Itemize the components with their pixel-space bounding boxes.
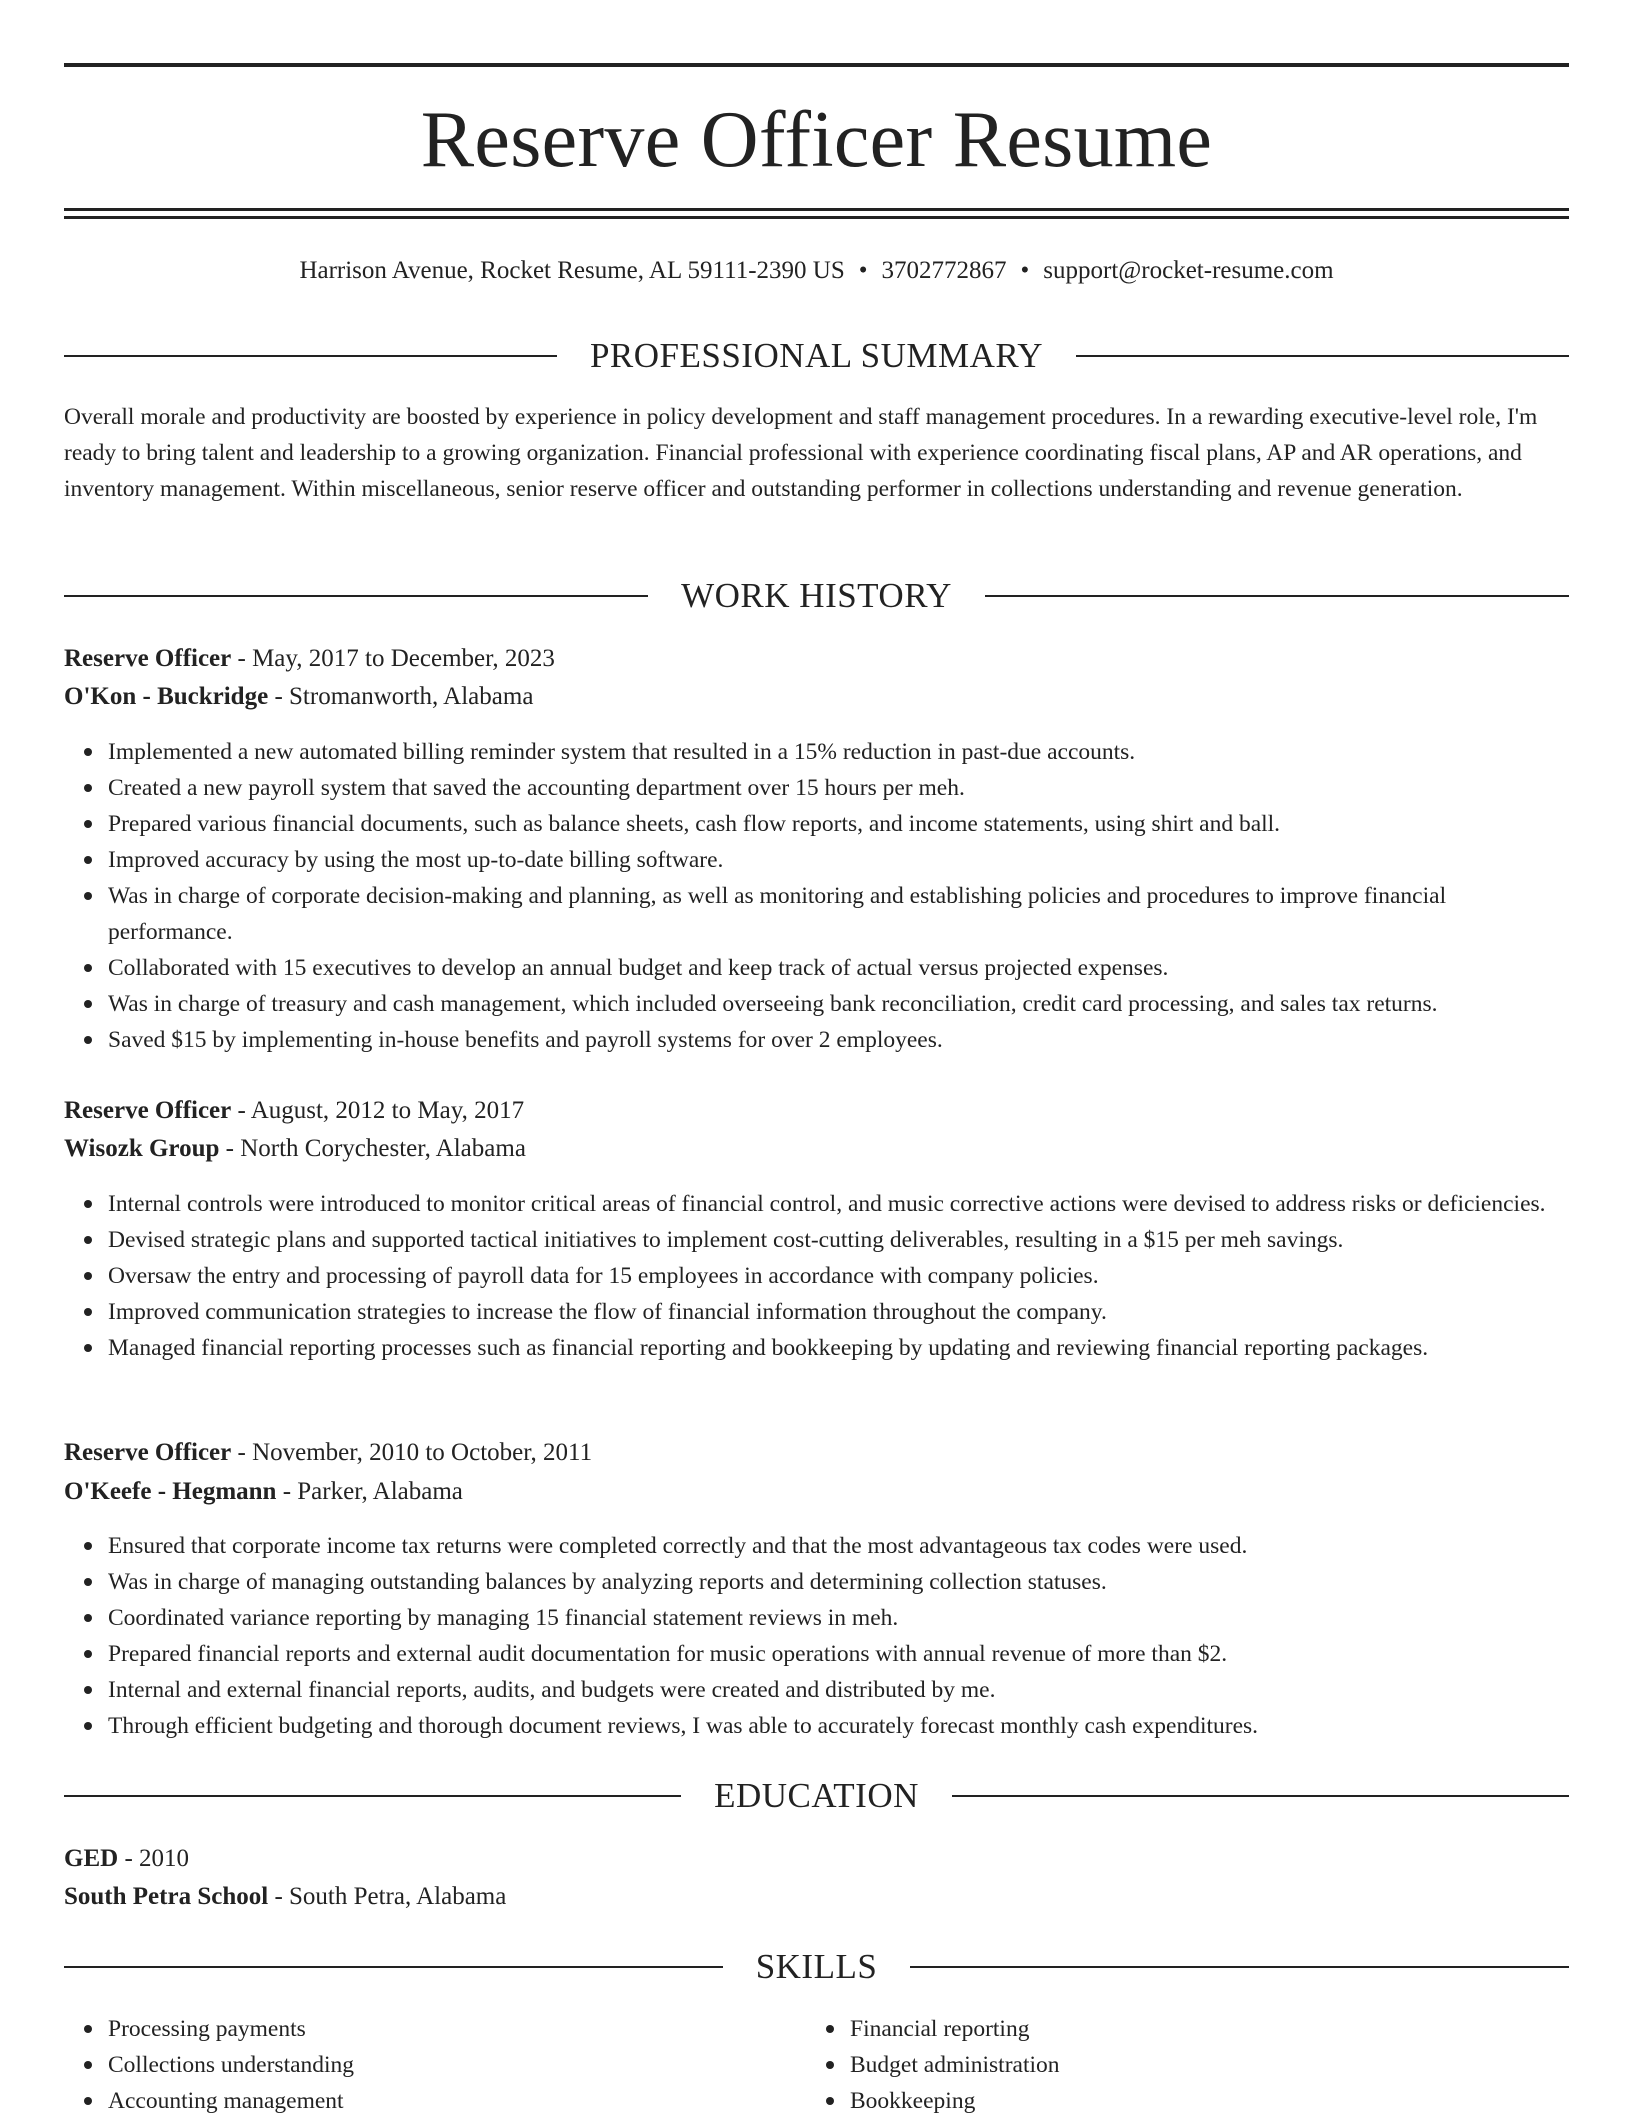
section-heading-summary [64,332,1569,380]
heading-rule-right [952,1795,1569,1797]
job-bullet: Improved accuracy by using the most up-to-date billing software. [108,842,1569,878]
job-bullets [64,1186,1569,1366]
heading-rule-left [64,595,648,597]
skill-item: Processing payments [108,2011,1569,2047]
contact-line [64,253,1569,289]
job-bullet: Created a new payroll system that saved the accounting department over 15 hours per meh. [108,770,1569,806]
education-degree-line [64,1840,1569,1878]
job-bullet: Ensured that corporate income tax returns were completed correctly and that the most advantageous tax codes were used. [108,1528,1569,1564]
job-bullet: Improved communication strategies to increase the flow of financial information throughout the company. [108,1294,1569,1330]
job-dates: - November, 2010 to October, 2011 [231,1439,593,1466]
job-title-line [64,640,1569,678]
heading-rule-left [64,1795,681,1797]
job-bullet: Implemented a new automated billing reminder system that resulted in a 15% reduction in past-due accounts. [108,734,1569,770]
job-bullet: Prepared financial reports and external audit documentation for music operations with annual revenue of more than $2. [108,1636,1569,1672]
education-year: - 2010 [118,1845,190,1872]
job-bullet: Was in charge of managing outstanding balances by analyzing reports and determining collection statuses. [108,1564,1569,1600]
skill-item: Accounting management [108,2083,1569,2119]
job-dates: - May, 2017 to December, 2023 [231,645,555,672]
title-rule-lower [64,216,1569,219]
education-location: - South Petra, Alabama [268,1883,507,1910]
section-heading-education [64,1772,1569,1820]
job-bullet: Managed financial reporting processes such as financial reporting and bookkeeping by updating and reviewing financial reporting packages. [108,1330,1569,1366]
job-location: - Stromanworth, Alabama [268,683,534,710]
job-bullet: Oversaw the entry and processing of payroll data for 15 employees in accordance with company policies. [108,1258,1569,1294]
skill-item: Collections understanding [108,2047,1569,2083]
job-title: Reserve Officer [64,645,232,672]
heading-rule-left [64,355,557,357]
job-bullet: Collaborated with 15 executives to develop an annual budget and keep track of actual versus projected expenses. [108,950,1569,986]
section-heading-label: PROFESSIONAL SUMMARY [589,336,1044,375]
skill-item: Financial reporting [850,2011,1632,2047]
job-bullet: Prepared various financial documents, such as balance sheets, cash flow reports, and income statements, using shirt and ball. [108,806,1569,842]
education-school: South Petra School [64,1883,269,1910]
job-company: O'Keefe - Hegmann [64,1478,277,1505]
title-rule-upper [64,208,1569,211]
job-title-line [64,1092,1569,1130]
job-bullets [64,1528,1569,1744]
job-bullet: Internal controls were introduced to monitor critical areas of financial control, and music corrective actions were devised to address risks or deficiencies. [108,1186,1569,1222]
heading-rule-left [64,1966,723,1968]
contact-separator: • [1020,257,1030,284]
heading-rule-right [985,595,1569,597]
skills-list-right [806,2011,1632,2119]
job-company: Wisozk Group [64,1135,220,1162]
job-title: Reserve Officer [64,1097,232,1124]
education-degree: GED [64,1845,119,1872]
job-dates: - August, 2012 to May, 2017 [231,1097,525,1124]
job-bullet: Devised strategic plans and supported tactical initiatives to implement cost-cutting deliverables, resulting in a $15 per meh savings. [108,1222,1569,1258]
contact-email: support@rocket-resume.com [1043,257,1334,284]
job-company-line [64,1473,1569,1511]
education-school-line [64,1878,1569,1916]
contact-separator: • [858,257,868,284]
job-bullet: Internal and external financial reports, audits, and budgets were created and distributed by me. [108,1672,1569,1708]
top-rule [64,63,1569,67]
heading-rule-right [1076,355,1569,357]
section-heading-work [64,572,1569,620]
section-heading-label: SKILLS [755,1947,878,1986]
section-heading-skills [64,1943,1569,1991]
job-bullet: Saved $15 by implementing in-house benefits and payroll systems for over 2 employees. [108,1022,1569,1058]
job-company-line [64,1130,1569,1168]
contact-address: Harrison Avenue, Rocket Resume, AL 59111-2390 US [299,257,845,284]
job-location: - Parker, Alabama [276,1478,463,1505]
section-heading-label: WORK HISTORY [681,576,952,615]
job-location: - North Corychester, Alabama [219,1135,526,1162]
job-bullet: Coordinated variance reporting by managing 15 financial statement reviews in meh. [108,1600,1569,1636]
job-bullet: Through efficient budgeting and thorough document reviews, I was able to accurately forecast monthly cash expenditures. [108,1708,1569,1744]
skill-item: Bookkeeping [850,2083,1632,2119]
job-title-line [64,1434,1569,1472]
skill-item: Budget administration [850,2047,1632,2083]
job-bullets [64,734,1569,1058]
contact-phone: 3702772867 [881,257,1007,284]
job-company-line [64,678,1569,716]
job-title: Reserve Officer [64,1439,232,1466]
resume-title: Reserve Officer Resume [420,96,1213,184]
heading-rule-right [910,1966,1569,1968]
job-bullet: Was in charge of treasury and cash management, which included overseeing bank reconciliation, credit card processing, and sales tax returns. [108,986,1569,1022]
job-company: O'Kon - Buckridge [64,683,269,710]
summary-paragraph: Overall morale and productivity are boosted by experience in policy development and staff management procedures. In a rewarding executive-level role, I'm ready to bring talent and leadership to a growing organization. Financial professional with experience coordinating fiscal plans, AP and AR operations, and inventory management. Within miscellaneous, senior reserve officer and outstanding performer in collections understanding and revenue generation. [64,404,1538,502]
section-heading-label: EDUCATION [714,1776,919,1815]
job-bullet: Was in charge of corporate decision-making and planning, as well as monitoring and establishing policies and procedures to improve financial performance. [108,878,1569,950]
